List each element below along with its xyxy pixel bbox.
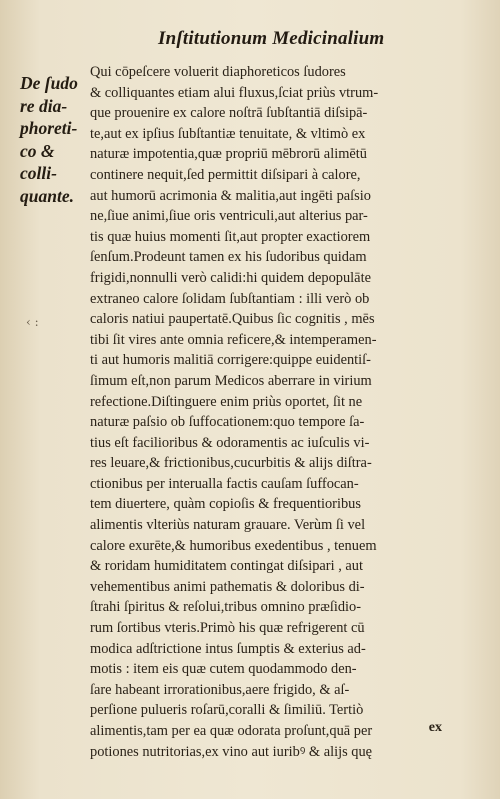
text-line: rum ſortibus vteris.Primò his quæ refrigerent cū <box>90 620 365 637</box>
margin-mark: ‹ : <box>26 315 39 329</box>
margin-note-line: re dia- <box>20 95 68 116</box>
text-line: tius eſt facilioribus & odoramentis ac iuſculis vi- <box>90 434 370 451</box>
margin-note-line: co & <box>20 140 55 161</box>
text-line: motis : item eis quæ cutem quodammodo den- <box>90 661 357 678</box>
text-line: vehementibus animi pathematis & doloribus di- <box>90 578 365 595</box>
catchword: ex <box>428 720 442 735</box>
text-line: perſione pulueris roſarū,coralli & ſimiliū. Tertiò <box>90 702 364 719</box>
text-line: que prouenire ex calore noſtrā ſubſtantiā diſsipā- <box>90 105 368 122</box>
text-line: & colliquantes etiam alui fluxus,ſciat priùs vtrum- <box>90 84 379 101</box>
text-line: naturæ paſsio ob ſuffocationem:quo tempore ſa- <box>90 414 365 431</box>
margin-note-line: quante. <box>20 185 74 206</box>
text-line: & roridam humiditatem contingat diſsipari , aut <box>90 558 363 575</box>
text-line: tis quæ huius momenti ſit,aut propter exactiorem <box>90 228 371 245</box>
text-line: ſimum eſt,non parum Medicos aberrare in virium <box>90 372 372 389</box>
text-line: te,aut ex ipſius ſubſtantiæ tenuitate, & vltimò ex <box>90 125 366 142</box>
text-line: continere nequit,ſed permittit diſsipari à calore, <box>90 166 361 183</box>
text-line: aut humorū acrimonia & malitia,aut ingēti paſsio <box>90 187 371 204</box>
text-line: calore exurēte,& humoribus exedentibus , tenuem <box>90 537 377 554</box>
text-line: ſare habeant irrorationibus,aere frigido, & aſ- <box>90 681 350 698</box>
margin-note-line: phoreti- <box>20 118 78 138</box>
running-title: Inſtitutionum Medicinalium <box>158 28 385 49</box>
text-line: tem diuertere, quàm copioſis & frequentioribus <box>90 496 361 513</box>
text-line: naturæ impotentia,quæ propriū mēbrorū alimētū <box>90 146 367 163</box>
text-line: ne,ſiue animi,ſiue oris ventriculi,aut alterius par- <box>90 208 368 225</box>
text-line: alimentis,tam per ea quæ odorata proſunt,quā per <box>90 723 373 739</box>
body-text <box>90 62 468 762</box>
text-line: tibi ſit vires ante omnia reficere,& intemperamen- <box>90 331 377 348</box>
text-line: ſtrahi ſpiritus & reſolui,tribus omnino præſidio- <box>90 599 362 616</box>
text-line: ſenſum.Prodeunt tamen ex his ſudoribus quidam <box>90 249 367 266</box>
text-line: frigidi,nonnulli verò calidi:hi quidem depopulāte <box>90 269 371 286</box>
text-line: alimentis vlteriùs naturam grauare. Verùm ſi vel <box>90 517 366 534</box>
text-line: res leuare,& frictionibus,cucurbitis & alijs diſtra- <box>90 455 372 472</box>
text-line: extraneo calore ſolidam ſubſtantiam : illi verò ob <box>90 290 370 307</box>
margin-note-line: De ſudo <box>20 73 78 93</box>
text-line: caloris natiui paupertatē.Quibus ſic cognitis , mēs <box>90 311 375 328</box>
text-line: potiones nutritorias,ex vino aut iuribꝰ & alijs quę <box>90 743 373 760</box>
text-line: refectione.Diſtinguere enim priùs oportet, ſit ne <box>90 393 363 410</box>
text-line: ctionibus per interualla factis cauſam ſuffocan- <box>90 475 359 492</box>
margin-note-line: colli- <box>20 163 57 183</box>
text-line: ti aut humoris malitiā corrigere:quippe euidentiſ- <box>90 352 371 369</box>
text-line: modica adſtrictione intus ſumptis & exterius ad- <box>90 640 366 657</box>
text-line: Qui cōpeſcere voluerit diaphoreticos ſudores <box>90 64 346 80</box>
